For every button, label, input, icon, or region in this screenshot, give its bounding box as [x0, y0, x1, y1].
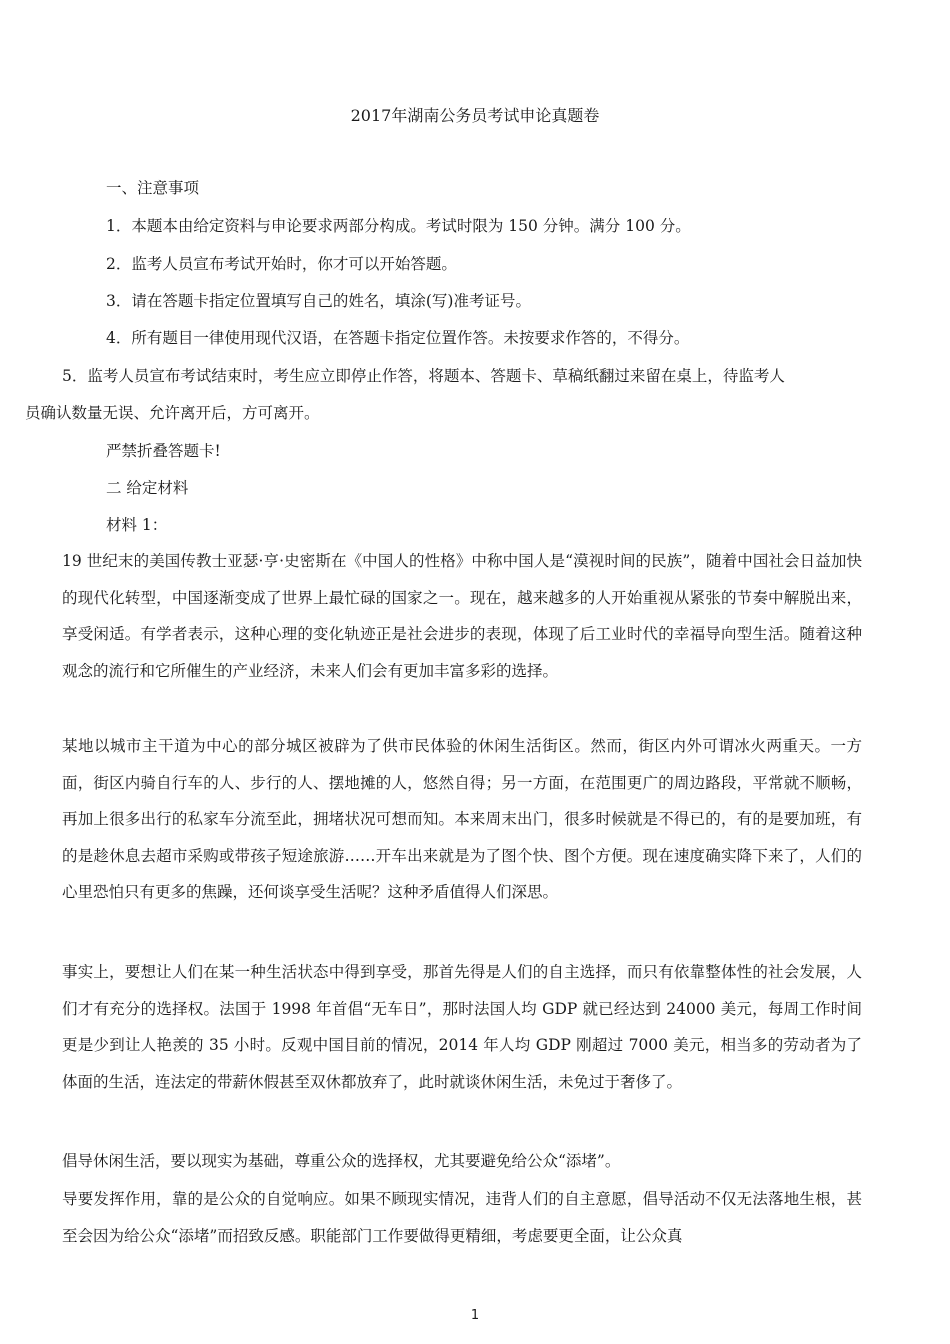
- material-label: 材料 1：: [106, 516, 168, 534]
- notice-item-3: 3．请在答题卡指定位置填写自己的姓名，填涂(写)准考证号。: [106, 292, 531, 310]
- material-paragraph-5: 导要发挥作用，靠的是公众的自觉响应。如果不顾现实情况，违背人们的自主意愿，倡导活动不仅无法落地生根，甚至会因为给公众“添堵”而招致反感。职能部门工作要做得更精细，考虑要更全面，让公众真: [62, 1190, 862, 1245]
- notice-item-2: 2．监考人员宣布考试开始时，你才可以开始答题。: [106, 255, 457, 273]
- material-paragraph-2: 某地以城市主干道为中心的部分城区被辟为了供市民体验的休闲生活街区。然而，街区内外可谓冰火两重天。一方面，街区内骑自行车的人、步行的人、摆地摊的人，悠然自得；另一方面，在范围更广的周边路段，平常就不顺畅，再加上很多出行的私家车分流至此，拥堵状况可想而知。本来周末出门，很多时候就是不得已的，有的是要加班，有的是趁休息去超市采购或带孩子短途旅游……开车出来就是为了图个快、图个方便。现在速度确实降下来了，人们的心里恐怕只有更多的焦躁，还何谈享受生活呢？这种矛盾值得人们深思。: [62, 737, 862, 901]
- page-title: 2017年湖南公务员考试申论真题卷: [350, 106, 600, 125]
- notice-item-4: 4．所有题目一律使用现代汉语，在答题卡指定位置作答。未按要求作答的，不得分。: [106, 329, 690, 347]
- notice-item-1: 1．本题本由给定资料与申论要求两部分构成。考试时限为 150 分钟。满分 100 分。: [106, 217, 691, 235]
- material-paragraph-4: 倡导休闲生活，要以现实为基础，尊重公众的选择权，尤其要避免给公众“添堵”。: [62, 1152, 621, 1170]
- page-number: 1: [470, 1308, 480, 1323]
- warning-text: 严禁折叠答题卡!: [106, 442, 221, 460]
- notice-item-5-continued: 员确认数量无误、允许离开后，方可离开。: [25, 404, 320, 422]
- materials-heading: 二 给定材料: [106, 479, 189, 497]
- notice-item-5: 5．监考人员宣布考试结束时，考生应立即停止作答，将题本、答题卡、草稿纸翻过来留在桌上，待监考人: [62, 367, 785, 385]
- notice-heading: 一、注意事项: [106, 179, 200, 197]
- material-paragraph-1: 19 世纪末的美国传教士亚瑟·亨·史密斯在《中国人的性格》中称中国人是“漠视时间的民族”，随着中国社会日益加快的现代化转型，中国逐渐变成了世界上最忙碌的国家之一。现在，越来越多的人开始重视从紧张的节奏中解脱出来，享受闲适。有学者表示，这种心理的变化轨迹正是社会进步的表现，体现了后工业时代的幸福导向型生活。随着这种观念的流行和它所催生的产业经济，未来人们会有更加丰富多彩的选择。: [62, 552, 862, 680]
- material-paragraph-3: 事实上，要想让人们在某一种生活状态中得到享受，那首先得是人们的自主选择，而只有依靠整体性的社会发展，人们才有充分的选择权。法国于 1998 年首倡“无车日”，那时法国人均 GDP 就已经达到 24000 美元，每周工作时间更是少到让人艳羡的 35 小时。反观中国目前的情况，2014 年人均 GDP 刚超过 7000 美元，相当多的劳动者为了体面的生活，连法定的带薪休假甚至双休都放弃了，此时就谈休闲生活，未免过于奢侈了。: [62, 963, 862, 1091]
